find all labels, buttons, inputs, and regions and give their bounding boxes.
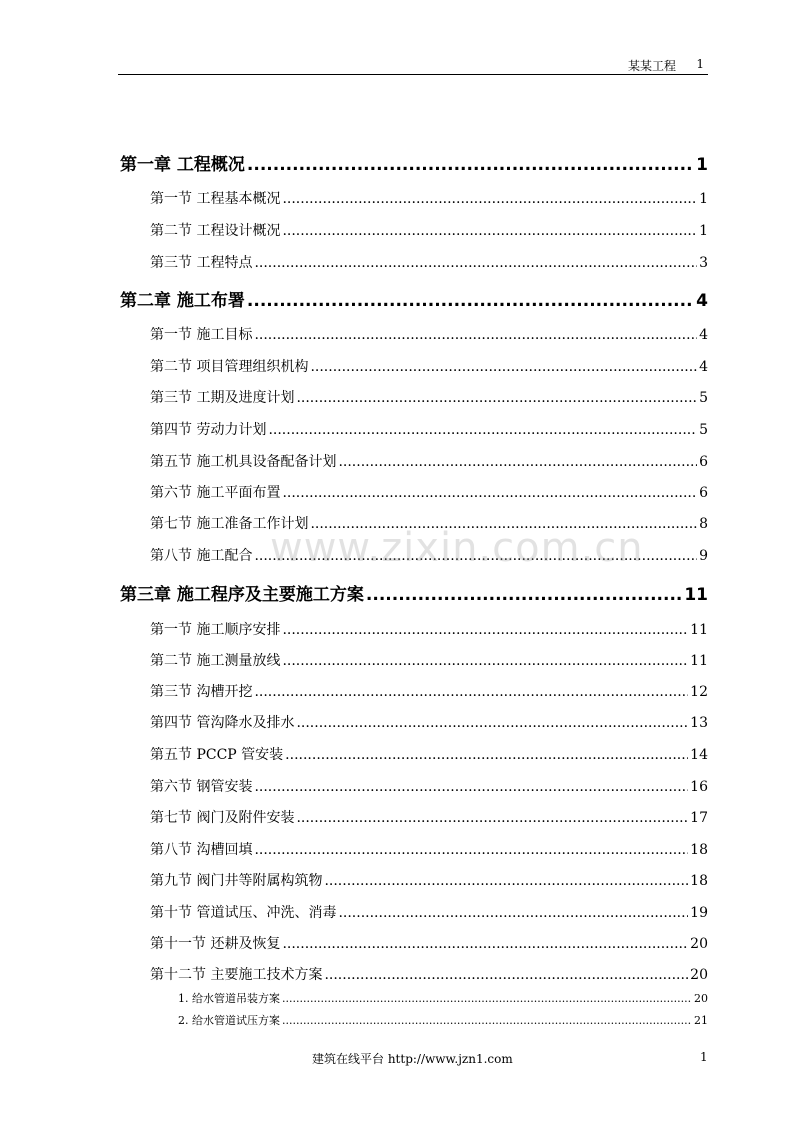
toc-entry-page: 1 xyxy=(699,191,708,207)
toc-entry-page: 11 xyxy=(684,585,708,605)
toc-entry-label: 第十节 管道试压、冲洗、消毒 xyxy=(150,905,337,921)
toc-leader-dots xyxy=(282,223,697,239)
watermark: www.zixin.com.cn xyxy=(270,525,644,571)
toc-entry-page: 12 xyxy=(690,684,708,700)
toc-entry-page: 6 xyxy=(699,454,708,470)
toc-leader-dots xyxy=(254,684,688,700)
toc-entry-label: 第六节 钢管安装 xyxy=(150,779,253,795)
toc-entry-label: 第二节 项目管理组织机构 xyxy=(150,359,309,375)
toc-leader-dots xyxy=(282,622,688,638)
toc-section-entry[interactable] xyxy=(150,807,708,827)
toc-entry-label: 第三节 工期及进度计划 xyxy=(150,390,295,406)
toc-entry-label: 第七节 施工准备工作计划 xyxy=(150,516,309,532)
toc-leader-dots xyxy=(254,779,688,795)
toc-section-entry[interactable] xyxy=(150,252,708,272)
toc-entry-page: 14 xyxy=(690,747,708,763)
toc-section-entry[interactable] xyxy=(150,744,708,764)
toc-leader-dots xyxy=(282,485,697,501)
toc-entry-label: 第七节 阀门及附件安装 xyxy=(150,810,295,826)
toc-leader-dots xyxy=(282,653,688,669)
toc-entry-page: 13 xyxy=(690,715,708,731)
toc-leader-dots xyxy=(254,327,697,343)
toc-leader-dots xyxy=(282,936,688,952)
toc-section-entry[interactable] xyxy=(150,188,708,208)
toc-entry-page: 1 xyxy=(699,223,708,239)
toc-section-entry[interactable] xyxy=(150,451,708,471)
toc-entry-page: 11 xyxy=(690,653,708,669)
toc-section-entry[interactable] xyxy=(150,220,708,240)
header-page-number: 1 xyxy=(696,57,704,71)
toc-leader-dots xyxy=(366,585,682,605)
toc-entry-label: 第三节 工程特点 xyxy=(150,255,253,271)
toc-entry-page: 11 xyxy=(690,622,708,638)
toc-section-entry[interactable] xyxy=(150,902,708,922)
toc-section-entry[interactable] xyxy=(150,964,708,984)
toc-leader-dots xyxy=(296,810,688,826)
toc-entry-label: 第十二节 主要施工技术方案 xyxy=(150,967,323,983)
toc-leader-dots xyxy=(338,905,688,921)
toc-leader-dots xyxy=(296,715,688,731)
toc-chapter-entry[interactable] xyxy=(120,286,708,311)
toc-entry-page: 17 xyxy=(690,810,708,826)
toc-section-entry[interactable] xyxy=(150,545,708,565)
toc-entry-label: 第八节 施工配合 xyxy=(150,548,253,564)
toc-entry-label: 第二节 工程设计概况 xyxy=(150,223,281,239)
toc-leader-dots xyxy=(324,873,688,889)
toc-leader-dots xyxy=(282,992,692,1005)
toc-entry-label: 第四节 管沟降水及排水 xyxy=(150,715,295,731)
toc-subsection-entry[interactable] xyxy=(178,990,708,1006)
toc-leader-dots xyxy=(282,1014,692,1027)
footer-page-number: 1 xyxy=(700,1050,708,1064)
toc-entry-page: 4 xyxy=(696,291,708,311)
toc-leader-dots xyxy=(324,967,688,983)
toc-entry-label: 第三节 沟槽开挖 xyxy=(150,684,253,700)
toc-leader-dots xyxy=(310,516,697,532)
toc-entry-page: 4 xyxy=(699,359,708,375)
toc-entry-page: 19 xyxy=(690,905,708,921)
toc-leader-dots xyxy=(282,191,697,207)
toc-section-entry[interactable] xyxy=(150,839,708,859)
toc-section-entry[interactable] xyxy=(150,324,708,344)
toc-section-entry[interactable] xyxy=(150,650,708,670)
toc-entry-label: 第九节 阀门井等附属构筑物 xyxy=(150,873,323,889)
toc-section-entry[interactable] xyxy=(150,387,708,407)
toc-section-entry[interactable] xyxy=(150,933,708,953)
toc-entry-label: 第一节 施工目标 xyxy=(150,327,253,343)
toc-entry-page: 6 xyxy=(699,485,708,501)
toc-entry-label: 第八节 沟槽回填 xyxy=(150,842,253,858)
toc-entry-label: 第二章 施工布署 xyxy=(120,291,245,311)
toc-section-entry[interactable] xyxy=(150,419,708,439)
toc-leader-dots xyxy=(254,255,697,271)
toc-leader-dots xyxy=(247,291,694,311)
toc-entry-label: 2. 给水管道试压方案 xyxy=(178,1014,280,1027)
footer-source: 建筑在线平台 http://www.jzn1.com xyxy=(312,1052,513,1066)
toc-entry-label: 第五节 PCCP 管安装 xyxy=(150,747,284,763)
toc-section-entry[interactable] xyxy=(150,356,708,376)
toc-entry-label: 第十一节 还耕及恢复 xyxy=(150,936,281,952)
toc-section-entry[interactable] xyxy=(150,619,708,639)
toc-chapter-entry[interactable] xyxy=(120,580,708,605)
toc-entry-label: 第三章 施工程序及主要施工方案 xyxy=(120,585,364,605)
toc-section-entry[interactable] xyxy=(150,712,708,732)
toc-entry-page: 18 xyxy=(690,842,708,858)
toc-leader-dots xyxy=(254,842,688,858)
toc-entry-page: 20 xyxy=(690,967,708,983)
toc-entry-label: 第五节 施工机具设备配备计划 xyxy=(150,454,337,470)
toc-entry-label: 第六节 施工平面布置 xyxy=(150,485,281,501)
toc-section-entry[interactable] xyxy=(150,482,708,502)
toc-section-entry[interactable] xyxy=(150,776,708,796)
toc-leader-dots xyxy=(310,359,697,375)
toc-entry-page: 8 xyxy=(699,516,708,532)
toc-leader-dots xyxy=(254,548,697,564)
toc-entry-page: 20 xyxy=(690,936,708,952)
toc-leader-dots xyxy=(296,390,697,406)
toc-entry-label: 第一节 工程基本概况 xyxy=(150,191,281,207)
toc-subsection-entry[interactable] xyxy=(178,1012,708,1028)
toc-entry-page: 18 xyxy=(690,873,708,889)
toc-entry-page: 1 xyxy=(696,155,708,175)
toc-section-entry[interactable] xyxy=(150,513,708,533)
toc-entry-page: 20 xyxy=(694,992,708,1005)
toc-entry-page: 4 xyxy=(699,327,708,343)
toc-entry-label: 第一节 施工顺序安排 xyxy=(150,622,281,638)
toc-leader-dots xyxy=(247,155,694,175)
header-title: 某某工程 xyxy=(627,59,676,73)
toc-entry-page: 3 xyxy=(699,255,708,271)
toc-section-entry[interactable] xyxy=(150,870,708,890)
toc-entry-label: 第四节 劳动力计划 xyxy=(150,422,267,438)
toc-entry-label: 1. 给水管道吊装方案 xyxy=(178,992,280,1005)
toc-entry-label: 第一章 工程概况 xyxy=(120,155,245,175)
toc-chapter-entry[interactable] xyxy=(120,150,708,175)
toc-entry-label: 第二节 施工测量放线 xyxy=(150,653,281,669)
toc-leader-dots xyxy=(268,422,697,438)
toc-section-entry[interactable] xyxy=(150,681,708,701)
toc-leader-dots xyxy=(338,454,697,470)
toc-entry-page: 5 xyxy=(699,422,708,438)
toc-entry-page: 21 xyxy=(694,1014,708,1027)
toc-entry-page: 16 xyxy=(690,779,708,795)
toc-entry-page: 9 xyxy=(699,548,708,564)
toc-entry-page: 5 xyxy=(699,390,708,406)
toc-leader-dots xyxy=(285,747,688,763)
